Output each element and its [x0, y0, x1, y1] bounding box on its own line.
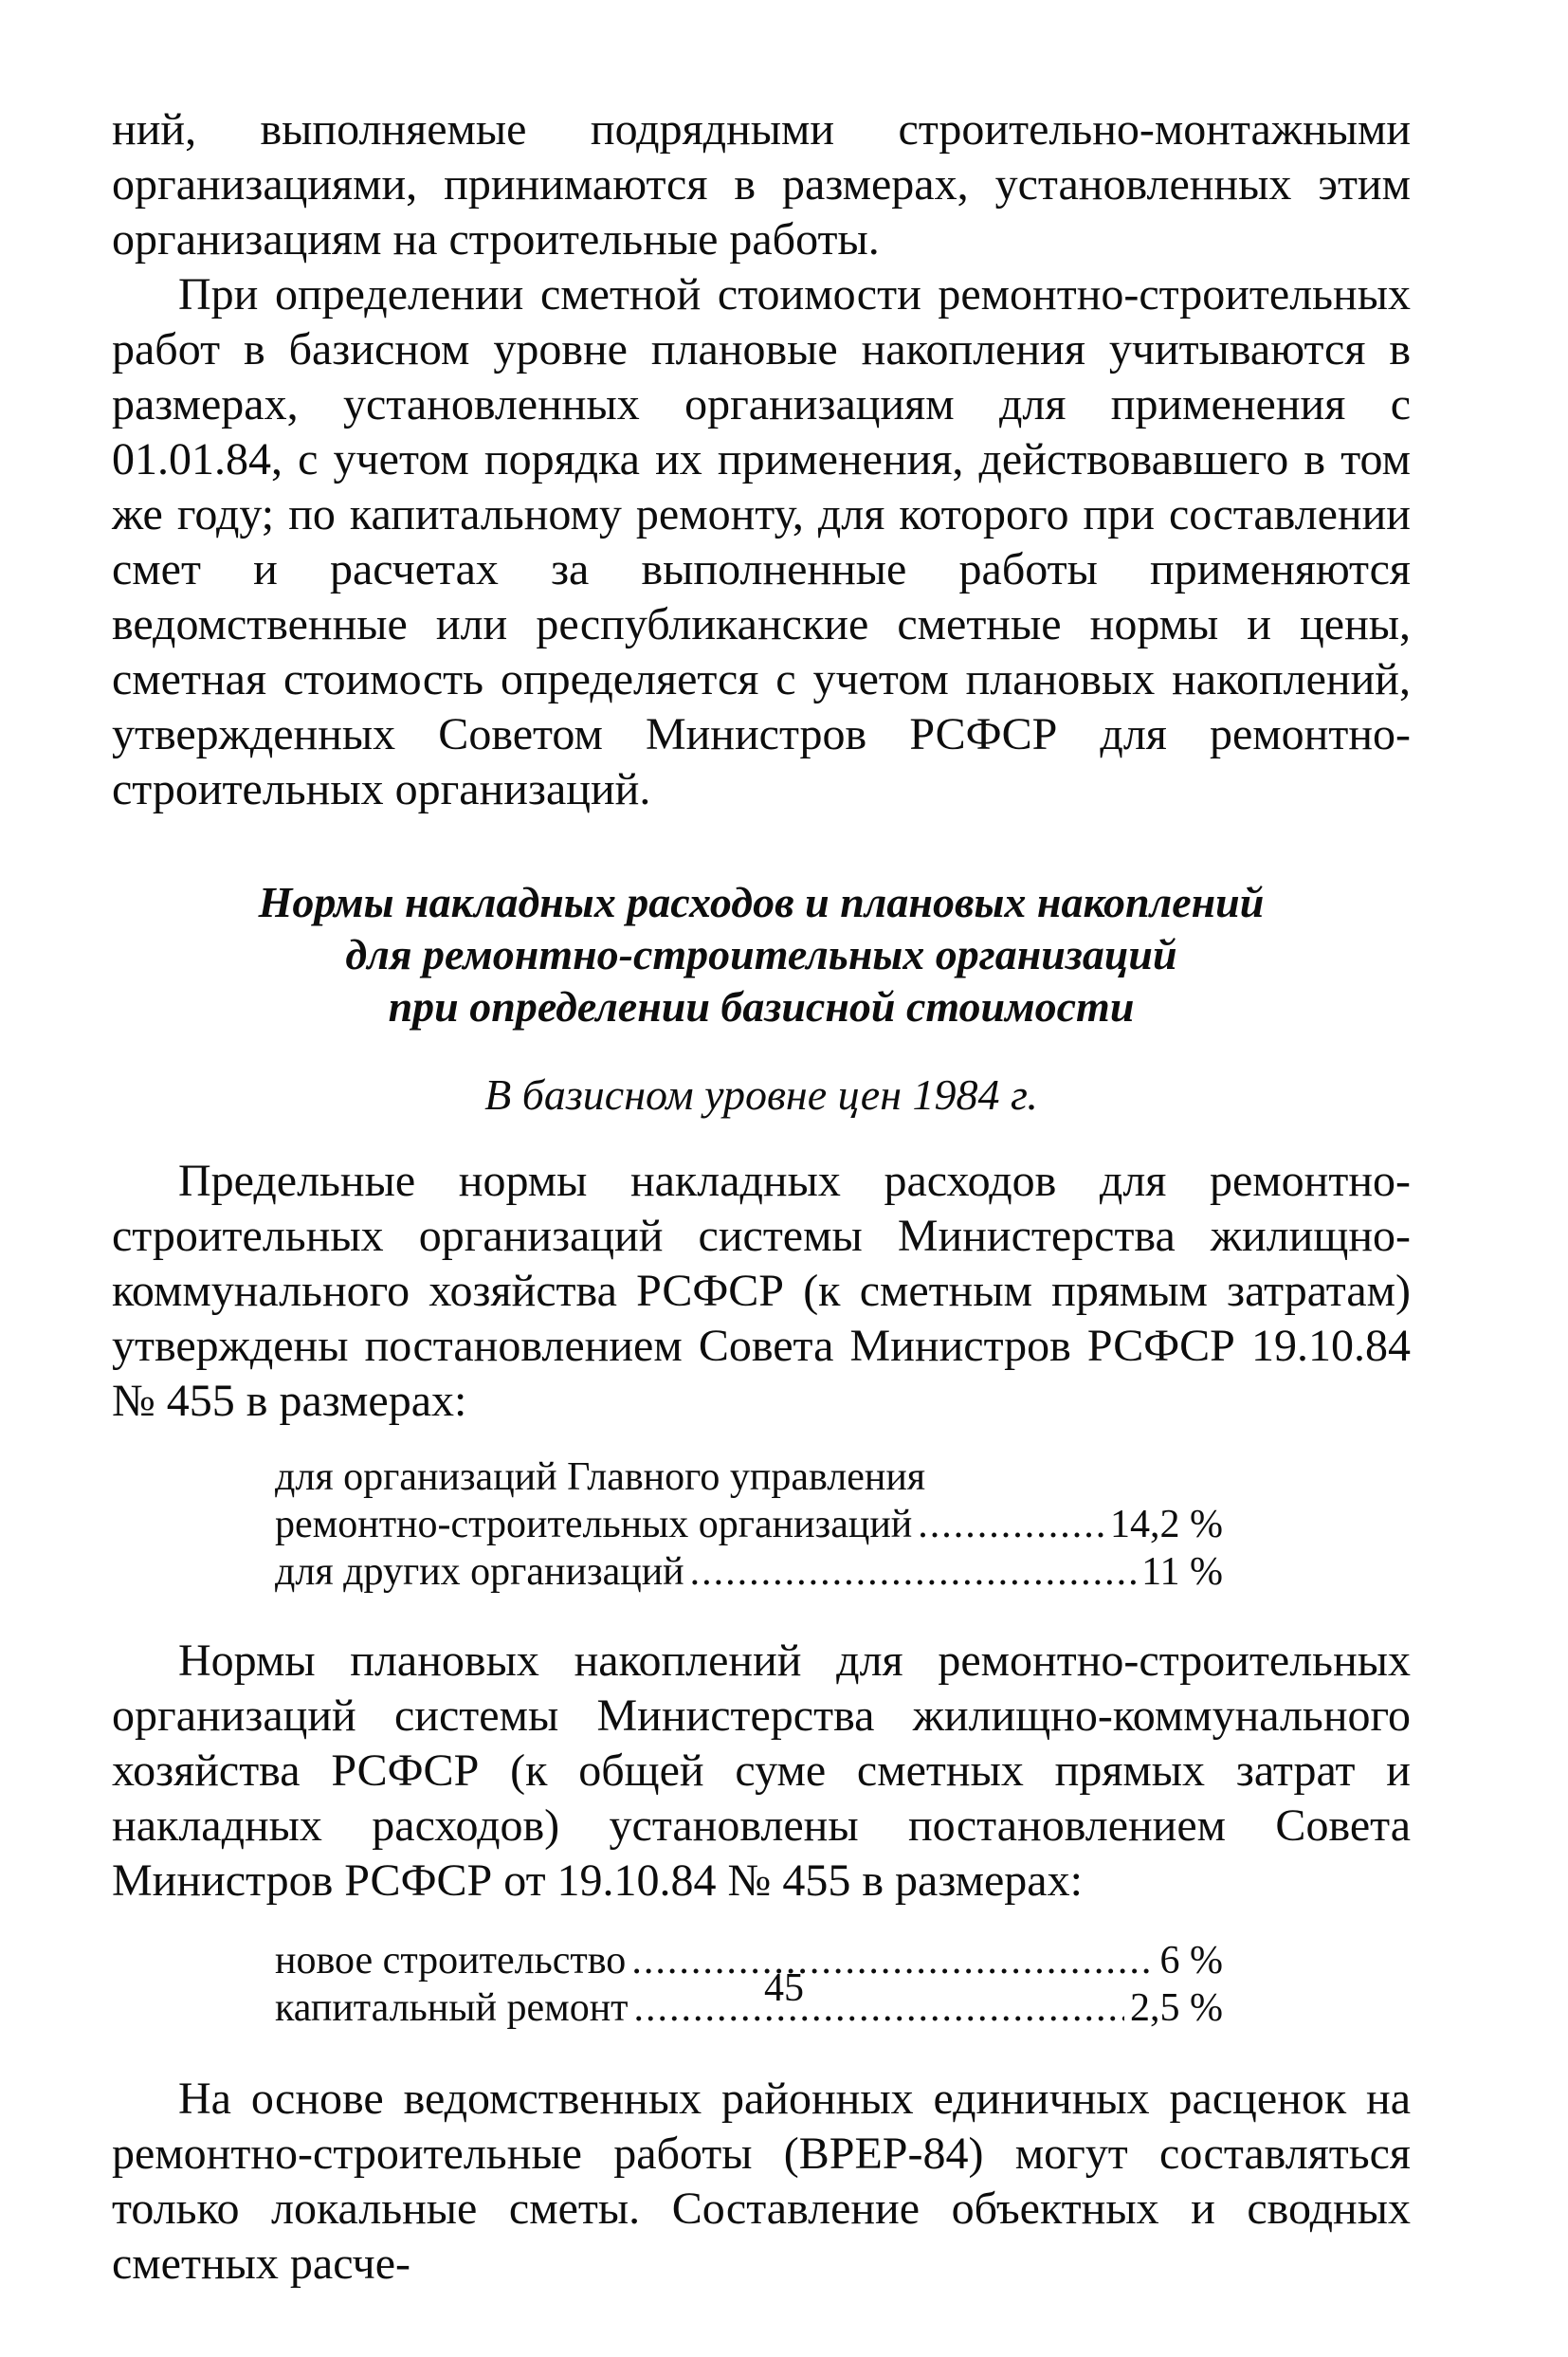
paragraph-accumulation-norms: Нормы плановых накоплений для ремонтно-строительных организаций системы Министерства жилищно-коммунального хозяйства РСФСР (к общей суме сметных прямых затрат и накладных расходов) установлены постановлением Совета Министров РСФСР от 19.10.84 № 455 в размерах:: [112, 1635, 1411, 1906]
page-body: [112, 102, 1411, 2292]
section-heading-line: Нормы накладных расходов и плановых накоплений: [258, 878, 1265, 926]
section-heading-line: для ремонтно-строительных организаций: [345, 930, 1177, 978]
section-heading-line: при определении базисной стоимости: [388, 982, 1135, 1031]
paragraph-local-estimates: На основе ведомственных районных единичных расценок на ремонтно-строительные работы (ВРЕР-84) могут составляться только локальные сметы. Составление объектных и сводных сметных расче-: [112, 2074, 1411, 2289]
section-subtitle: В базисном уровне цен 1984 г.: [484, 1070, 1038, 1119]
paragraph-overhead-norms: Предельные нормы накладных расходов для ремонтно-строительных организаций системы Министерства жилищно-коммунального хозяйства РСФСР (к сметным прямым затратам) утверждены постановлением Совета Министров РСФСР 19.10.84 № 455 в размерах:: [112, 1156, 1411, 1426]
page-number: 45: [764, 1966, 804, 2010]
rate-label: для других организаций: [275, 1550, 684, 1594]
rate-row: [275, 1453, 1223, 1501]
rate-row: [275, 1501, 1223, 1548]
overhead-rates-list: [275, 1453, 1223, 1596]
rate-label: для организаций Главного управления: [275, 1455, 926, 1499]
rate-value: 11 %: [1141, 1550, 1223, 1594]
dot-leader: [918, 1501, 1104, 1548]
rate-label: новое строительство: [275, 1939, 627, 1982]
section-heading: [112, 876, 1411, 1032]
paragraph-continuation: ний, выполняемые подрядными строительно-монтажными организациями, принимаются в размерах, установленных этим организациям на строительные работы.: [112, 104, 1411, 265]
rate-label: капитальный ремонт: [275, 1986, 629, 2030]
rate-row: [275, 1548, 1223, 1596]
rate-value: 2,5 %: [1130, 1986, 1223, 2030]
dot-leader: [690, 1548, 1136, 1596]
rate-value: 6 %: [1159, 1939, 1223, 1982]
paragraph-basis-level: При определении сметной стоимости ремонтно-строительных работ в базисном уровне плановые накопления учитываются в размерах, установленных организациям для применения с 01.01.84, с учетом порядка их применения, действовавшего в том же году; по капитальному ремонту, для которого при составлении смет и расчетах за выполненные работы применяются ведомственные или республиканские сметные нормы и цены, сметная стоимость определяется с учетом плановых накоплений, утвержденных Советом Министров РСФСР для ремонтно-строительных организаций.: [112, 269, 1411, 814]
rate-label: ремонтно-строительных организаций: [275, 1503, 913, 1546]
rate-value: 14,2 %: [1110, 1503, 1223, 1546]
